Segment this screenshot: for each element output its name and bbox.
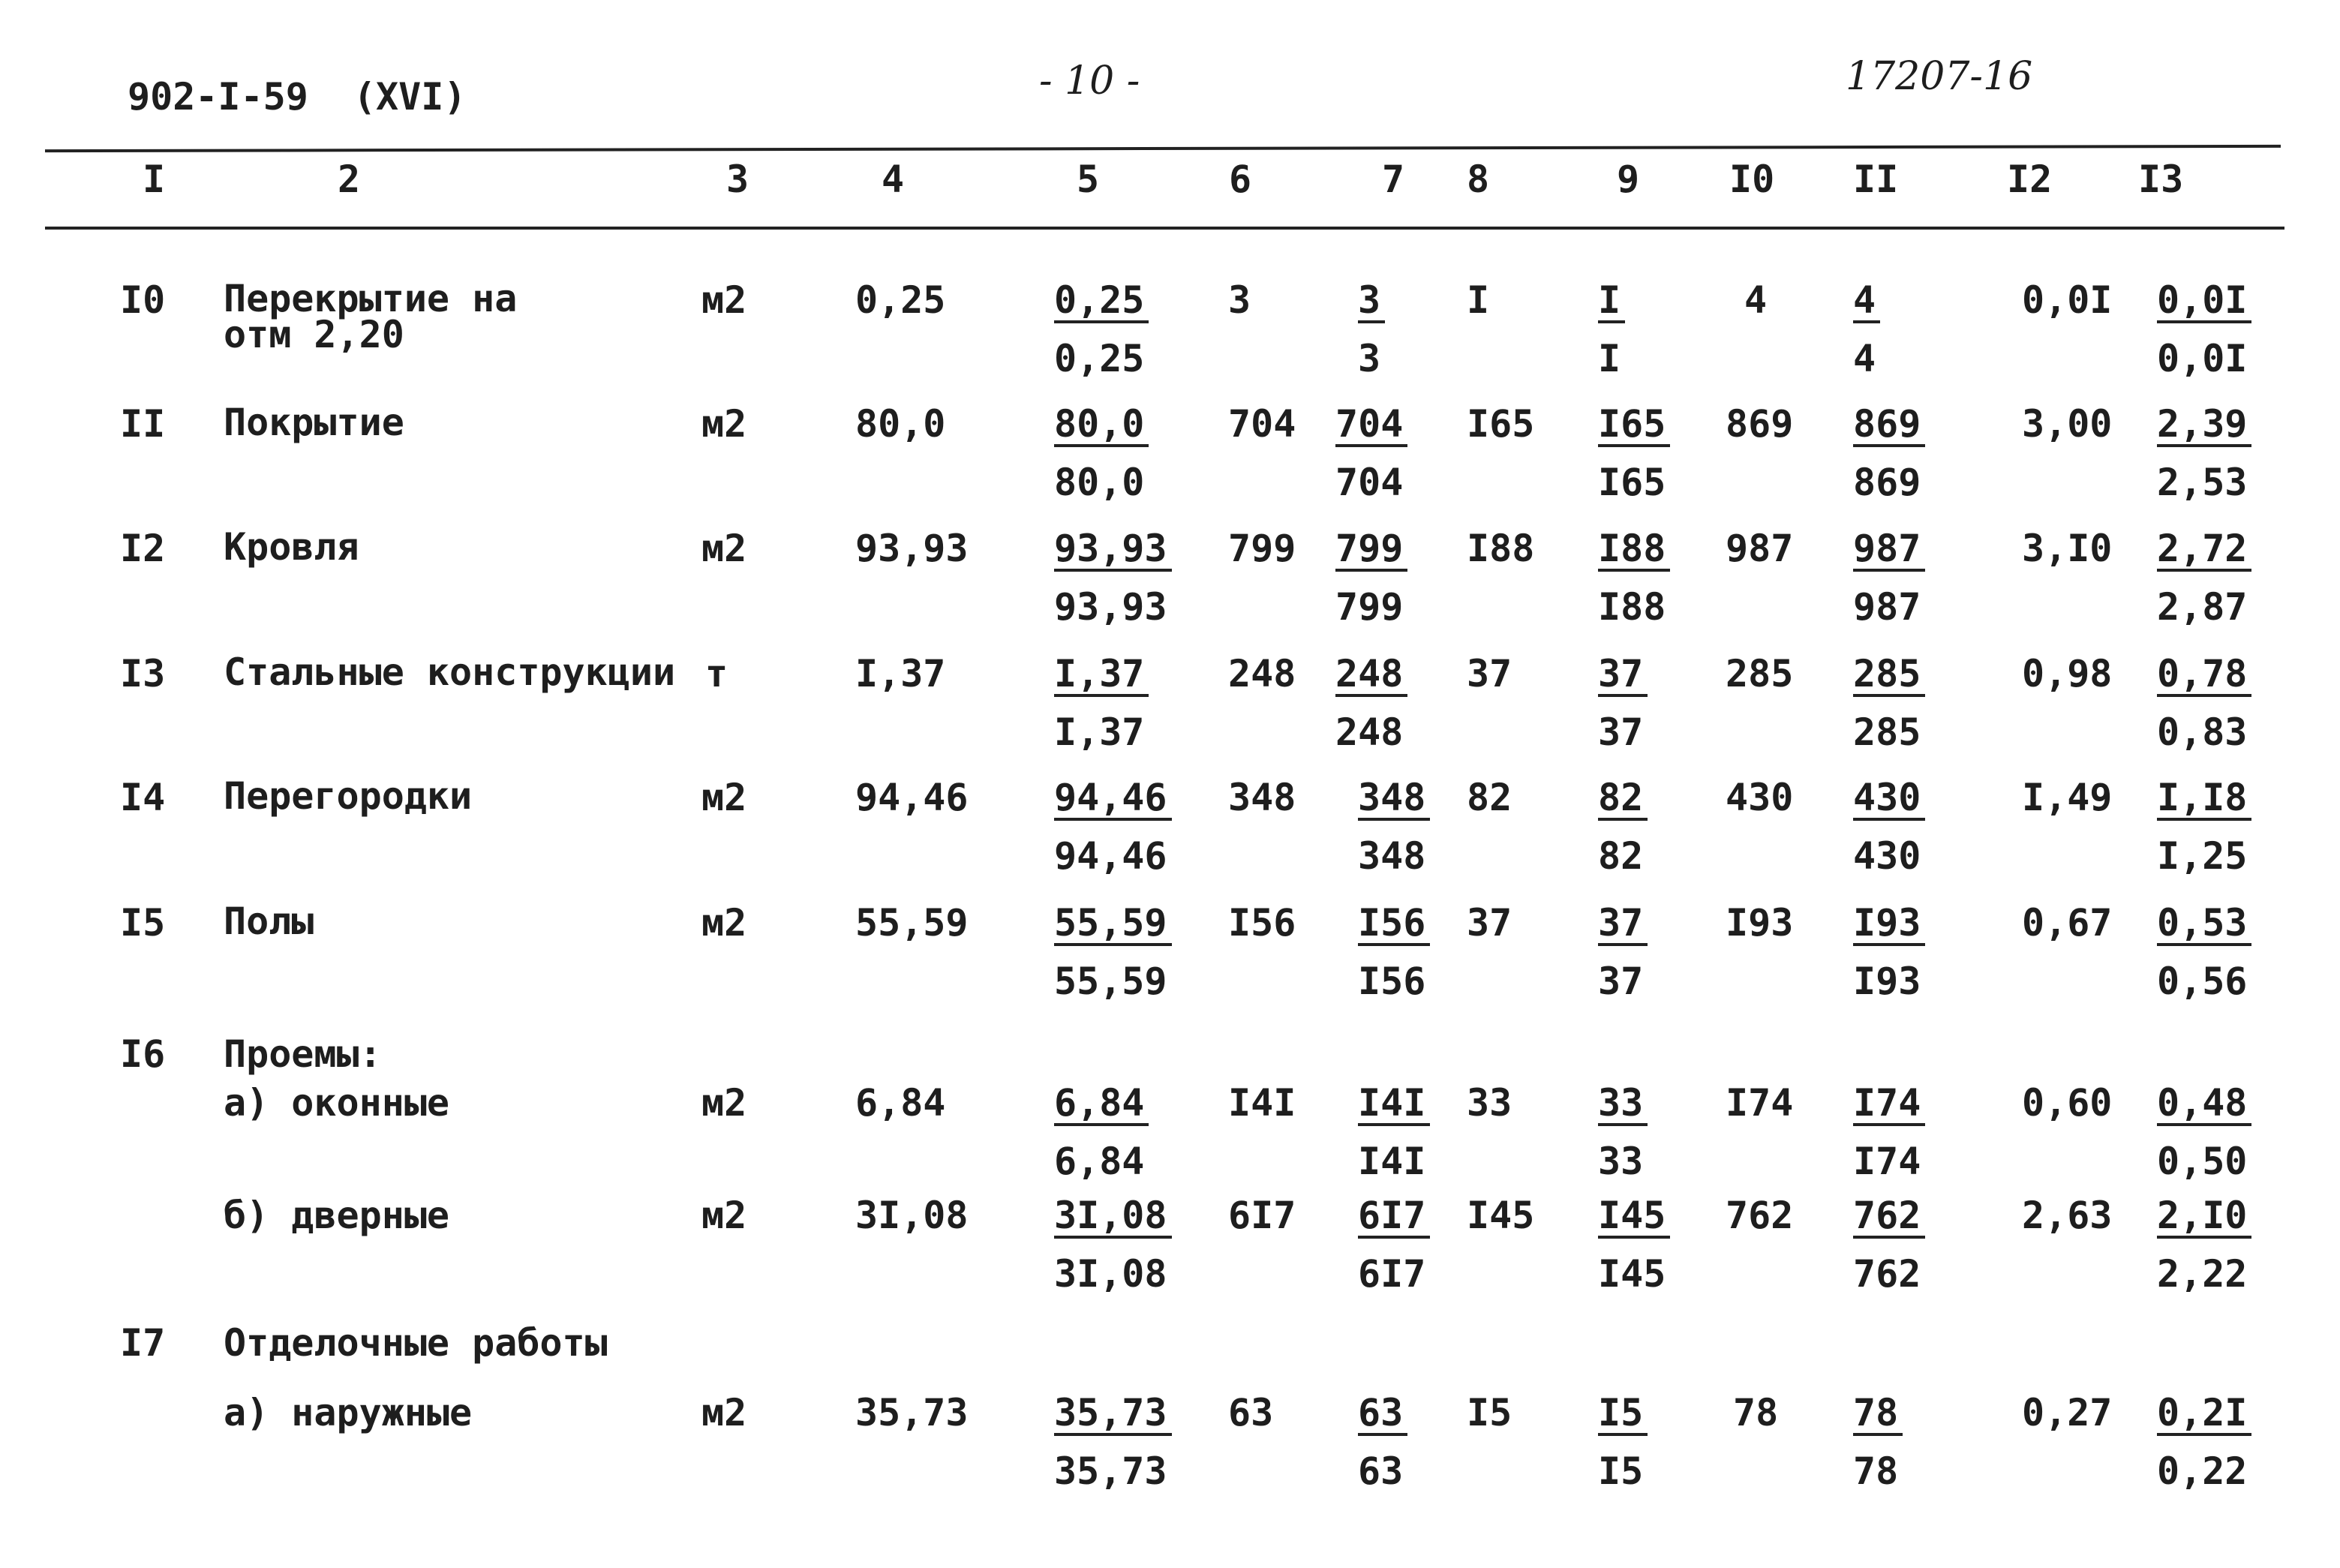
col9-numerator: I45	[1598, 1197, 1670, 1239]
quantity: 94,46	[855, 776, 969, 819]
column-header-12: I2	[2007, 158, 2053, 201]
column-header-5: 5	[1077, 158, 1100, 201]
col7-fraction	[1358, 1194, 1430, 1296]
col12-value: 0,0I	[2022, 278, 2113, 322]
col11-denominator: 762	[1853, 1252, 1921, 1296]
col11-numerator: 4	[1853, 281, 1880, 323]
document-code	[128, 75, 466, 119]
col13-fraction	[2157, 1391, 2251, 1493]
column-header-11: II	[1853, 158, 1899, 201]
col6-value: 348	[1228, 776, 1296, 819]
col7-fraction	[1335, 652, 1407, 754]
col5-numerator: 35,73	[1054, 1394, 1172, 1436]
col5-fraction	[1054, 776, 1172, 878]
col13-numerator: 0,48	[2157, 1084, 2251, 1126]
col5-denominator: 94,46	[1054, 834, 1167, 878]
col8-value: 37	[1467, 652, 1512, 695]
col7-fraction	[1358, 1391, 1407, 1493]
col6-value: I4I	[1228, 1081, 1296, 1125]
col13-denominator: 0,22	[2157, 1449, 2248, 1493]
col11-denominator: I93	[1853, 960, 1921, 1003]
col5-numerator: 6,84	[1054, 1084, 1149, 1126]
col7-fraction	[1335, 402, 1407, 504]
col13-denominator: 0,0I	[2157, 337, 2248, 380]
col9-numerator: I	[1598, 281, 1625, 323]
column-header-13: I3	[2138, 158, 2184, 201]
row-number: I2	[120, 527, 166, 570]
unit: м2	[701, 402, 747, 446]
col6-value: 6I7	[1228, 1194, 1296, 1237]
col7-numerator: 248	[1335, 655, 1407, 697]
col12-value: I,49	[2022, 776, 2113, 819]
doc-series: (XVI)	[353, 75, 467, 119]
col5-fraction	[1054, 1391, 1172, 1493]
col7-fraction	[1335, 527, 1407, 629]
column-header-4: 4	[882, 158, 905, 201]
col12-value: 0,98	[2022, 652, 2113, 695]
col8-value: 82	[1467, 776, 1512, 819]
col11-numerator: I74	[1853, 1084, 1925, 1126]
col9-denominator: I88	[1598, 585, 1666, 629]
col7-numerator: 348	[1358, 779, 1430, 821]
col7-numerator: 704	[1335, 405, 1407, 447]
col11-denominator: 4	[1853, 337, 1876, 380]
unit: м2	[701, 1081, 747, 1125]
row-name: а) наружные	[224, 1391, 473, 1434]
group-title: Отделочные работы	[224, 1321, 608, 1365]
col11-numerator: 762	[1853, 1197, 1925, 1239]
table-row	[0, 277, 2340, 401]
quantity: 93,93	[855, 527, 969, 570]
col9-numerator: I88	[1598, 530, 1670, 572]
col9-fraction	[1598, 1194, 1670, 1296]
col8-value: I45	[1467, 1194, 1535, 1237]
col12-value: 3,00	[2022, 402, 2113, 446]
col13-numerator: 0,2I	[2157, 1394, 2251, 1436]
quantity: 80,0	[855, 402, 946, 446]
table-row	[0, 525, 2340, 650]
quantity: I,37	[855, 652, 946, 695]
col5-fraction	[1054, 1194, 1172, 1296]
page-number: - 10 -	[1039, 59, 1140, 104]
col5-denominator: I,37	[1054, 710, 1145, 754]
doc-code: 902-I-59	[128, 75, 308, 119]
col9-fraction	[1598, 901, 1648, 1003]
col13-numerator: 2,I0	[2157, 1197, 2251, 1239]
col9-denominator: 37	[1598, 960, 1644, 1003]
col10-value: 4	[1744, 278, 1768, 322]
col10-value: 869	[1726, 402, 1794, 446]
col9-denominator: 82	[1598, 834, 1644, 878]
column-header-9: 9	[1617, 158, 1640, 201]
col5-fraction	[1054, 1081, 1149, 1183]
col11-denominator: 285	[1853, 710, 1921, 754]
col9-numerator: 82	[1598, 779, 1648, 821]
col13-denominator: 0,50	[2157, 1140, 2248, 1183]
col11-fraction	[1853, 278, 1880, 380]
col7-denominator: 3	[1358, 337, 1381, 380]
col5-numerator: 80,0	[1054, 405, 1149, 447]
quantity: 55,59	[855, 901, 969, 945]
col13-fraction	[2157, 776, 2251, 878]
col12-value: 0,27	[2022, 1391, 2113, 1434]
col6-value: 3	[1228, 278, 1251, 322]
col7-fraction	[1358, 278, 1385, 380]
col13-denominator: 2,53	[2157, 461, 2248, 504]
col5-fraction	[1054, 652, 1149, 754]
row-name: Покрытие	[224, 401, 404, 444]
col9-numerator: 33	[1598, 1084, 1648, 1126]
column-header-6: 6	[1229, 158, 1252, 201]
col11-fraction	[1853, 1391, 1903, 1493]
col11-fraction	[1853, 402, 1925, 504]
col13-numerator: 2,39	[2157, 405, 2251, 447]
unit: м2	[701, 776, 747, 819]
col11-numerator: 987	[1853, 530, 1925, 572]
group-header-row	[0, 1032, 2340, 1080]
col7-denominator: 63	[1358, 1449, 1404, 1493]
unit: м2	[701, 1391, 747, 1434]
col13-numerator: 0,0I	[2157, 281, 2251, 323]
col5-denominator: 35,73	[1054, 1449, 1167, 1493]
col7-fraction	[1358, 901, 1430, 1003]
row-name: Стальные конструкции	[224, 650, 676, 694]
col7-denominator: I56	[1358, 960, 1426, 1003]
col7-fraction	[1358, 1081, 1430, 1183]
col5-numerator: 0,25	[1054, 281, 1149, 323]
col12-value: 0,60	[2022, 1081, 2113, 1125]
col9-fraction	[1598, 652, 1648, 754]
col9-fraction	[1598, 1391, 1648, 1493]
table-row	[0, 401, 2340, 525]
col9-denominator: I	[1598, 337, 1621, 380]
col10-value: 987	[1726, 527, 1794, 570]
col7-fraction	[1358, 776, 1430, 878]
group-title: Проемы:	[224, 1032, 382, 1076]
col6-value: 248	[1228, 652, 1296, 695]
col9-fraction	[1598, 278, 1625, 380]
col13-denominator: 2,87	[2157, 585, 2248, 629]
column-header-7: 7	[1382, 158, 1405, 201]
col6-value: 704	[1228, 402, 1296, 446]
col7-denominator: 248	[1335, 710, 1404, 754]
col7-denominator: 704	[1335, 461, 1404, 504]
column-header-10: I0	[1729, 158, 1775, 201]
row-number: I5	[120, 901, 166, 945]
col5-denominator: 93,93	[1054, 585, 1167, 629]
col13-numerator: 0,78	[2157, 655, 2251, 697]
col13-fraction	[2157, 901, 2251, 1003]
col8-value: 37	[1467, 901, 1512, 945]
row-number: I6	[120, 1032, 166, 1076]
col9-denominator: I45	[1598, 1252, 1666, 1296]
table-row	[0, 650, 2340, 775]
col5-denominator: 80,0	[1054, 461, 1145, 504]
col7-numerator: 63	[1358, 1394, 1407, 1436]
col13-fraction	[2157, 1081, 2251, 1183]
col5-denominator: 3I,08	[1054, 1252, 1167, 1296]
col7-numerator: I56	[1358, 904, 1430, 946]
col13-fraction	[2157, 527, 2251, 629]
col13-fraction	[2157, 402, 2251, 504]
col11-numerator: I93	[1853, 904, 1925, 946]
table-row	[0, 900, 2340, 1024]
col9-numerator: 37	[1598, 904, 1648, 946]
col11-numerator: 78	[1853, 1394, 1903, 1436]
col7-numerator: I4I	[1358, 1084, 1430, 1126]
col11-numerator: 285	[1853, 655, 1925, 697]
col9-fraction	[1598, 776, 1648, 878]
col5-fraction	[1054, 901, 1172, 1003]
col8-value: I	[1467, 278, 1490, 322]
col13-numerator: 2,72	[2157, 530, 2251, 572]
col9-denominator: 37	[1598, 710, 1644, 754]
col11-denominator: I74	[1853, 1140, 1921, 1183]
col9-numerator: I65	[1598, 405, 1670, 447]
col11-fraction	[1853, 1081, 1925, 1183]
row-number: I3	[120, 652, 166, 695]
col11-numerator: 430	[1853, 779, 1925, 821]
col5-fraction	[1054, 527, 1172, 629]
col9-denominator: I5	[1598, 1449, 1644, 1493]
table-row	[0, 1081, 2340, 1204]
col13-fraction	[2157, 652, 2251, 754]
inventory-number: 17207-16	[1846, 54, 2033, 99]
col13-numerator: I,I8	[2157, 779, 2251, 821]
row-number: II	[120, 402, 166, 446]
col12-value: 0,67	[2022, 901, 2113, 945]
col5-denominator: 6,84	[1054, 1140, 1145, 1183]
unit: м2	[701, 1194, 747, 1237]
col9-denominator: I65	[1598, 461, 1666, 504]
col11-fraction	[1853, 652, 1925, 754]
col8-value: I65	[1467, 402, 1535, 446]
column-header-8: 8	[1467, 158, 1490, 201]
quantity: 35,73	[855, 1391, 969, 1434]
table-header-rule	[45, 227, 2284, 230]
col8-value: I88	[1467, 527, 1535, 570]
col8-value: I5	[1467, 1391, 1512, 1434]
col11-fraction	[1853, 901, 1925, 1003]
col12-value: 2,63	[2022, 1194, 2113, 1237]
quantity: 6,84	[855, 1081, 946, 1125]
col11-numerator: 869	[1853, 405, 1925, 447]
col10-value: 78	[1733, 1391, 1779, 1434]
row-number: I7	[120, 1321, 166, 1365]
col10-value: I74	[1726, 1081, 1794, 1125]
col5-numerator: 94,46	[1054, 779, 1172, 821]
col5-fraction	[1054, 278, 1149, 380]
col7-numerator: 3	[1358, 281, 1385, 323]
col13-fraction	[2157, 1194, 2251, 1296]
col12-value: 3,I0	[2022, 527, 2113, 570]
table-row	[0, 1391, 2340, 1514]
col5-denominator: 0,25	[1054, 337, 1145, 380]
col5-numerator: 55,59	[1054, 904, 1172, 946]
col6-value: 63	[1228, 1391, 1274, 1434]
col5-numerator: 3I,08	[1054, 1197, 1172, 1239]
row-name: Полы	[224, 900, 314, 943]
col5-numerator: I,37	[1054, 655, 1149, 697]
table-row	[0, 1194, 2340, 1317]
col7-numerator: 6I7	[1358, 1197, 1430, 1239]
col13-numerator: 0,53	[2157, 904, 2251, 946]
quantity: 3I,08	[855, 1194, 969, 1237]
column-header-2: 2	[338, 158, 361, 201]
col11-denominator: 987	[1853, 585, 1921, 629]
col5-numerator: 93,93	[1054, 530, 1172, 572]
col9-denominator: 33	[1598, 1140, 1644, 1183]
column-header-1: I	[143, 158, 166, 201]
table-row	[0, 774, 2340, 899]
column-header-3: 3	[726, 158, 749, 201]
unit: м2	[701, 278, 747, 322]
row-name: а) оконные	[224, 1081, 450, 1125]
col10-value: 762	[1726, 1194, 1794, 1237]
col10-value: I93	[1726, 901, 1794, 945]
col7-denominator: 799	[1335, 585, 1404, 629]
col11-denominator: 430	[1853, 834, 1921, 878]
col9-numerator: I5	[1598, 1394, 1648, 1436]
row-number: I0	[120, 278, 166, 322]
col11-fraction	[1853, 776, 1925, 878]
unit: м2	[701, 901, 747, 945]
col11-fraction	[1853, 527, 1925, 629]
col6-value: I56	[1228, 901, 1296, 945]
col5-fraction	[1054, 402, 1149, 504]
col10-value: 285	[1726, 652, 1794, 695]
col7-numerator: 799	[1335, 530, 1407, 572]
unit: м2	[701, 527, 747, 570]
row-number: I4	[120, 776, 166, 819]
col11-denominator: 869	[1853, 461, 1921, 504]
row-name: Перекрытие на отм 2,20	[224, 277, 518, 356]
col7-denominator: I4I	[1358, 1140, 1426, 1183]
col8-value: 33	[1467, 1081, 1512, 1125]
col9-numerator: 37	[1598, 655, 1648, 697]
col7-denominator: 348	[1358, 834, 1426, 878]
row-name: Перегородки	[224, 774, 473, 818]
col13-denominator: I,25	[2157, 834, 2248, 878]
unit: т	[705, 652, 728, 695]
col6-value: 799	[1228, 527, 1296, 570]
col11-fraction	[1853, 1194, 1925, 1296]
col9-fraction	[1598, 1081, 1648, 1183]
col13-denominator: 2,22	[2157, 1252, 2248, 1296]
group-header-row	[0, 1321, 2340, 1369]
col11-denominator: 78	[1853, 1449, 1899, 1493]
col5-denominator: 55,59	[1054, 960, 1167, 1003]
col9-fraction	[1598, 402, 1670, 504]
col10-value: 430	[1726, 776, 1794, 819]
row-name: б) дверные	[224, 1194, 450, 1237]
table-top-rule	[45, 145, 2281, 152]
row-name: Кровля	[224, 525, 359, 569]
col13-fraction	[2157, 278, 2251, 380]
quantity: 0,25	[855, 278, 946, 322]
col9-fraction	[1598, 527, 1670, 629]
col13-denominator: 0,56	[2157, 960, 2248, 1003]
col13-denominator: 0,83	[2157, 710, 2248, 754]
col7-denominator: 6I7	[1358, 1252, 1426, 1296]
